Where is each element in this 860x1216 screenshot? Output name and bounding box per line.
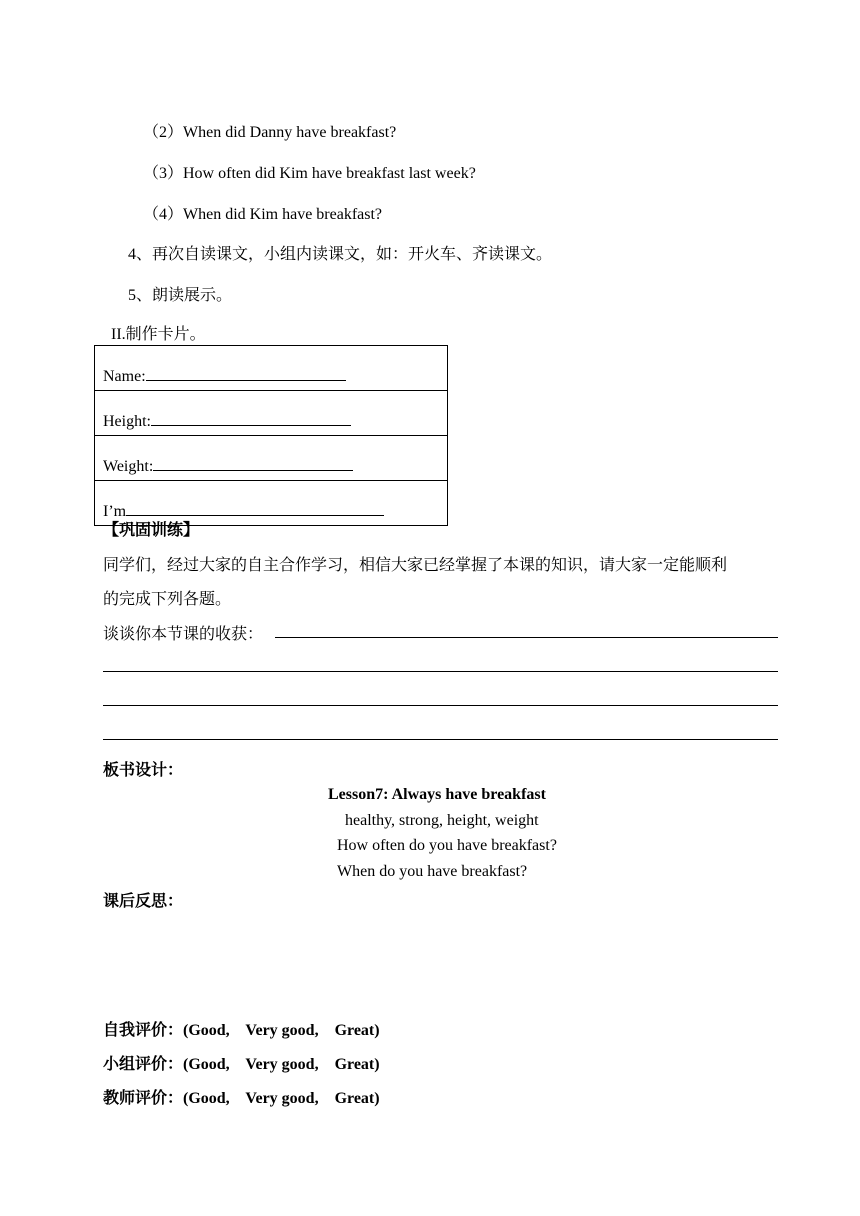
card-label-weight: Weight: xyxy=(103,458,154,475)
question-2: （2）When did Danny have breakfast? xyxy=(143,124,397,141)
height-blank[interactable] xyxy=(151,411,351,426)
consolidation-heading: 【巩固训练】 xyxy=(103,522,200,539)
board-line-2: How often do you have breakfast? xyxy=(337,837,557,854)
step-4: 4、再次自读课文，小组内读课文，如：开火车、齐读课文。 xyxy=(128,246,553,263)
reflection-heading: 课后反思： xyxy=(103,893,184,910)
self-evaluation: 自我评价：(Good, Very good, Great) xyxy=(103,1022,380,1039)
name-blank[interactable] xyxy=(146,366,346,381)
board-heading: 板书设计： xyxy=(103,762,184,779)
harvest-answer-line-1[interactable] xyxy=(275,637,778,638)
harvest-answer-line-4[interactable] xyxy=(103,739,778,740)
group-evaluation: 小组评价：(Good, Very good, Great) xyxy=(103,1056,380,1073)
card-table xyxy=(94,345,448,526)
harvest-label: 谈谈你本节课的收获： xyxy=(103,626,264,643)
teacher-evaluation: 教师评价：(Good, Very good, Great) xyxy=(103,1090,380,1107)
card-row-name xyxy=(95,346,448,391)
board-lesson-title: Lesson7: Always have breakfast xyxy=(328,786,546,803)
weight-blank[interactable] xyxy=(153,456,353,471)
card-row-weight xyxy=(95,436,448,481)
question-3: （3）How often did Kim have breakfast last week? xyxy=(143,165,476,182)
board-line-1: healthy, strong, height, weight xyxy=(345,812,539,829)
question-4: （4）When did Kim have breakfast? xyxy=(143,206,383,223)
card-row-height xyxy=(95,391,448,436)
card-label-name: Name: xyxy=(103,368,146,385)
im-blank[interactable] xyxy=(126,501,384,516)
consolidation-intro-line2: 的完成下列各题。 xyxy=(103,591,232,608)
consolidation-intro-line1: 同学们，经过大家的自主合作学习，相信大家已经掌握了本课的知识，请大家一定能顺利 xyxy=(103,557,728,574)
card-label-im: I’m xyxy=(103,503,127,520)
card-section-title: II.制作卡片。 xyxy=(111,326,206,343)
harvest-answer-line-2[interactable] xyxy=(103,671,778,672)
board-line-3: When do you have breakfast? xyxy=(337,863,528,880)
step-5: 5、朗读展示。 xyxy=(128,287,233,304)
card-label-height: Height: xyxy=(103,413,151,430)
harvest-answer-line-3[interactable] xyxy=(103,705,778,706)
